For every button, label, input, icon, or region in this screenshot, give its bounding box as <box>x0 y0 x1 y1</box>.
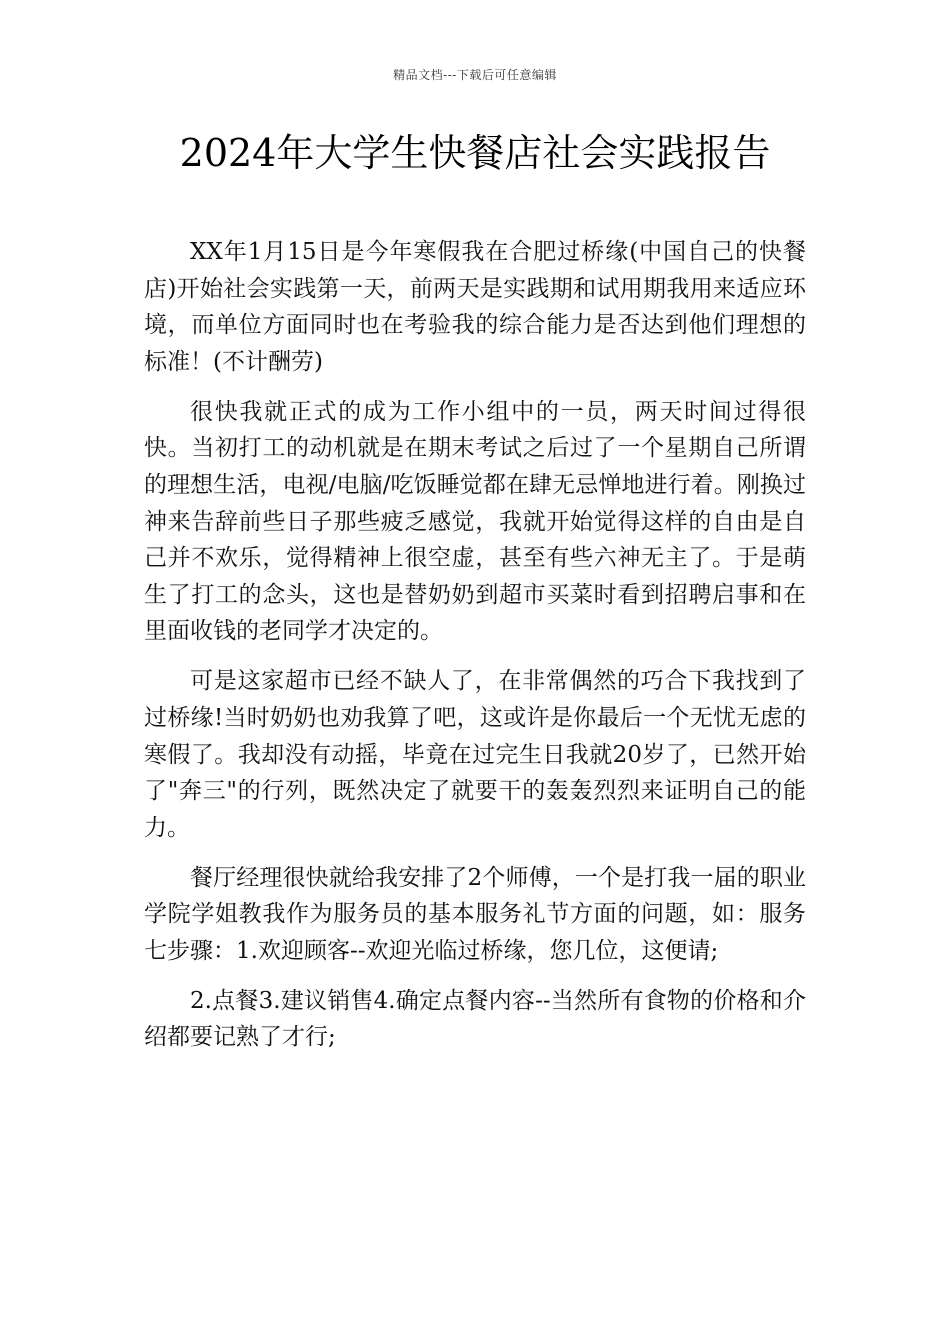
paragraph-5: 2.点餐3.建议销售4.确定点餐内容--当然所有食物的价格和介绍都要记熟了才行; <box>144 987 806 1051</box>
paragraph-4: 餐厅经理很快就给我安排了2个师傅，一个是打我一届的职业学院学姐教我作为服务员的基本服务礼节方面的问题，如：服务七步骤：1.欢迎顾客--欢迎光临过桥缘，您几位，这便请; <box>144 864 806 964</box>
document-body <box>144 234 806 1056</box>
paragraph-3: 可是这家超市已经不缺人了，在非常偶然的巧合下我找到了过桥缘!当时奶奶也劝我算了吧，这或许是你最后一个无忧无虑的寒假了。我却没有动摇，毕竟在过完生日我就20岁了，已然开始了"奔三"的行列，既然决定了就要干的轰轰烈烈来证明自己的能力。 <box>144 668 806 841</box>
document-title: 2024年大学生快餐店社会实践报告 <box>179 131 771 175</box>
paragraph-1: XX年1月15日是今年寒假我在合肥过桥缘(中国自己的快餐店)开始社会实践第一天，前两天是实践期和试用期我用来适应环境，而单位方面同时也在考验我的综合能力是否达到他们理想的标准！(不计酬劳) <box>144 239 806 375</box>
paragraph-2: 很快我就正式的成为工作小组中的一员，两天时间过得很快。当初打工的动机就是在期末考试之后过了一个星期自己所谓的理想生活，电视/电脑/吃饭睡觉都在肆无忌惮地进行着。刚换过神来告辞前些日子那些疲乏感觉，我就开始觉得这样的自由是自己并不欢乐，觉得精神上很空虚，甚至有些六神无主了。于是萌生了打工的念头，这也是替奶奶到超市买菜时看到招聘启事和在里面收钱的老同学才决定的。 <box>144 398 806 645</box>
header-note: 精品文档---下载后可任意编辑 <box>393 68 557 82</box>
